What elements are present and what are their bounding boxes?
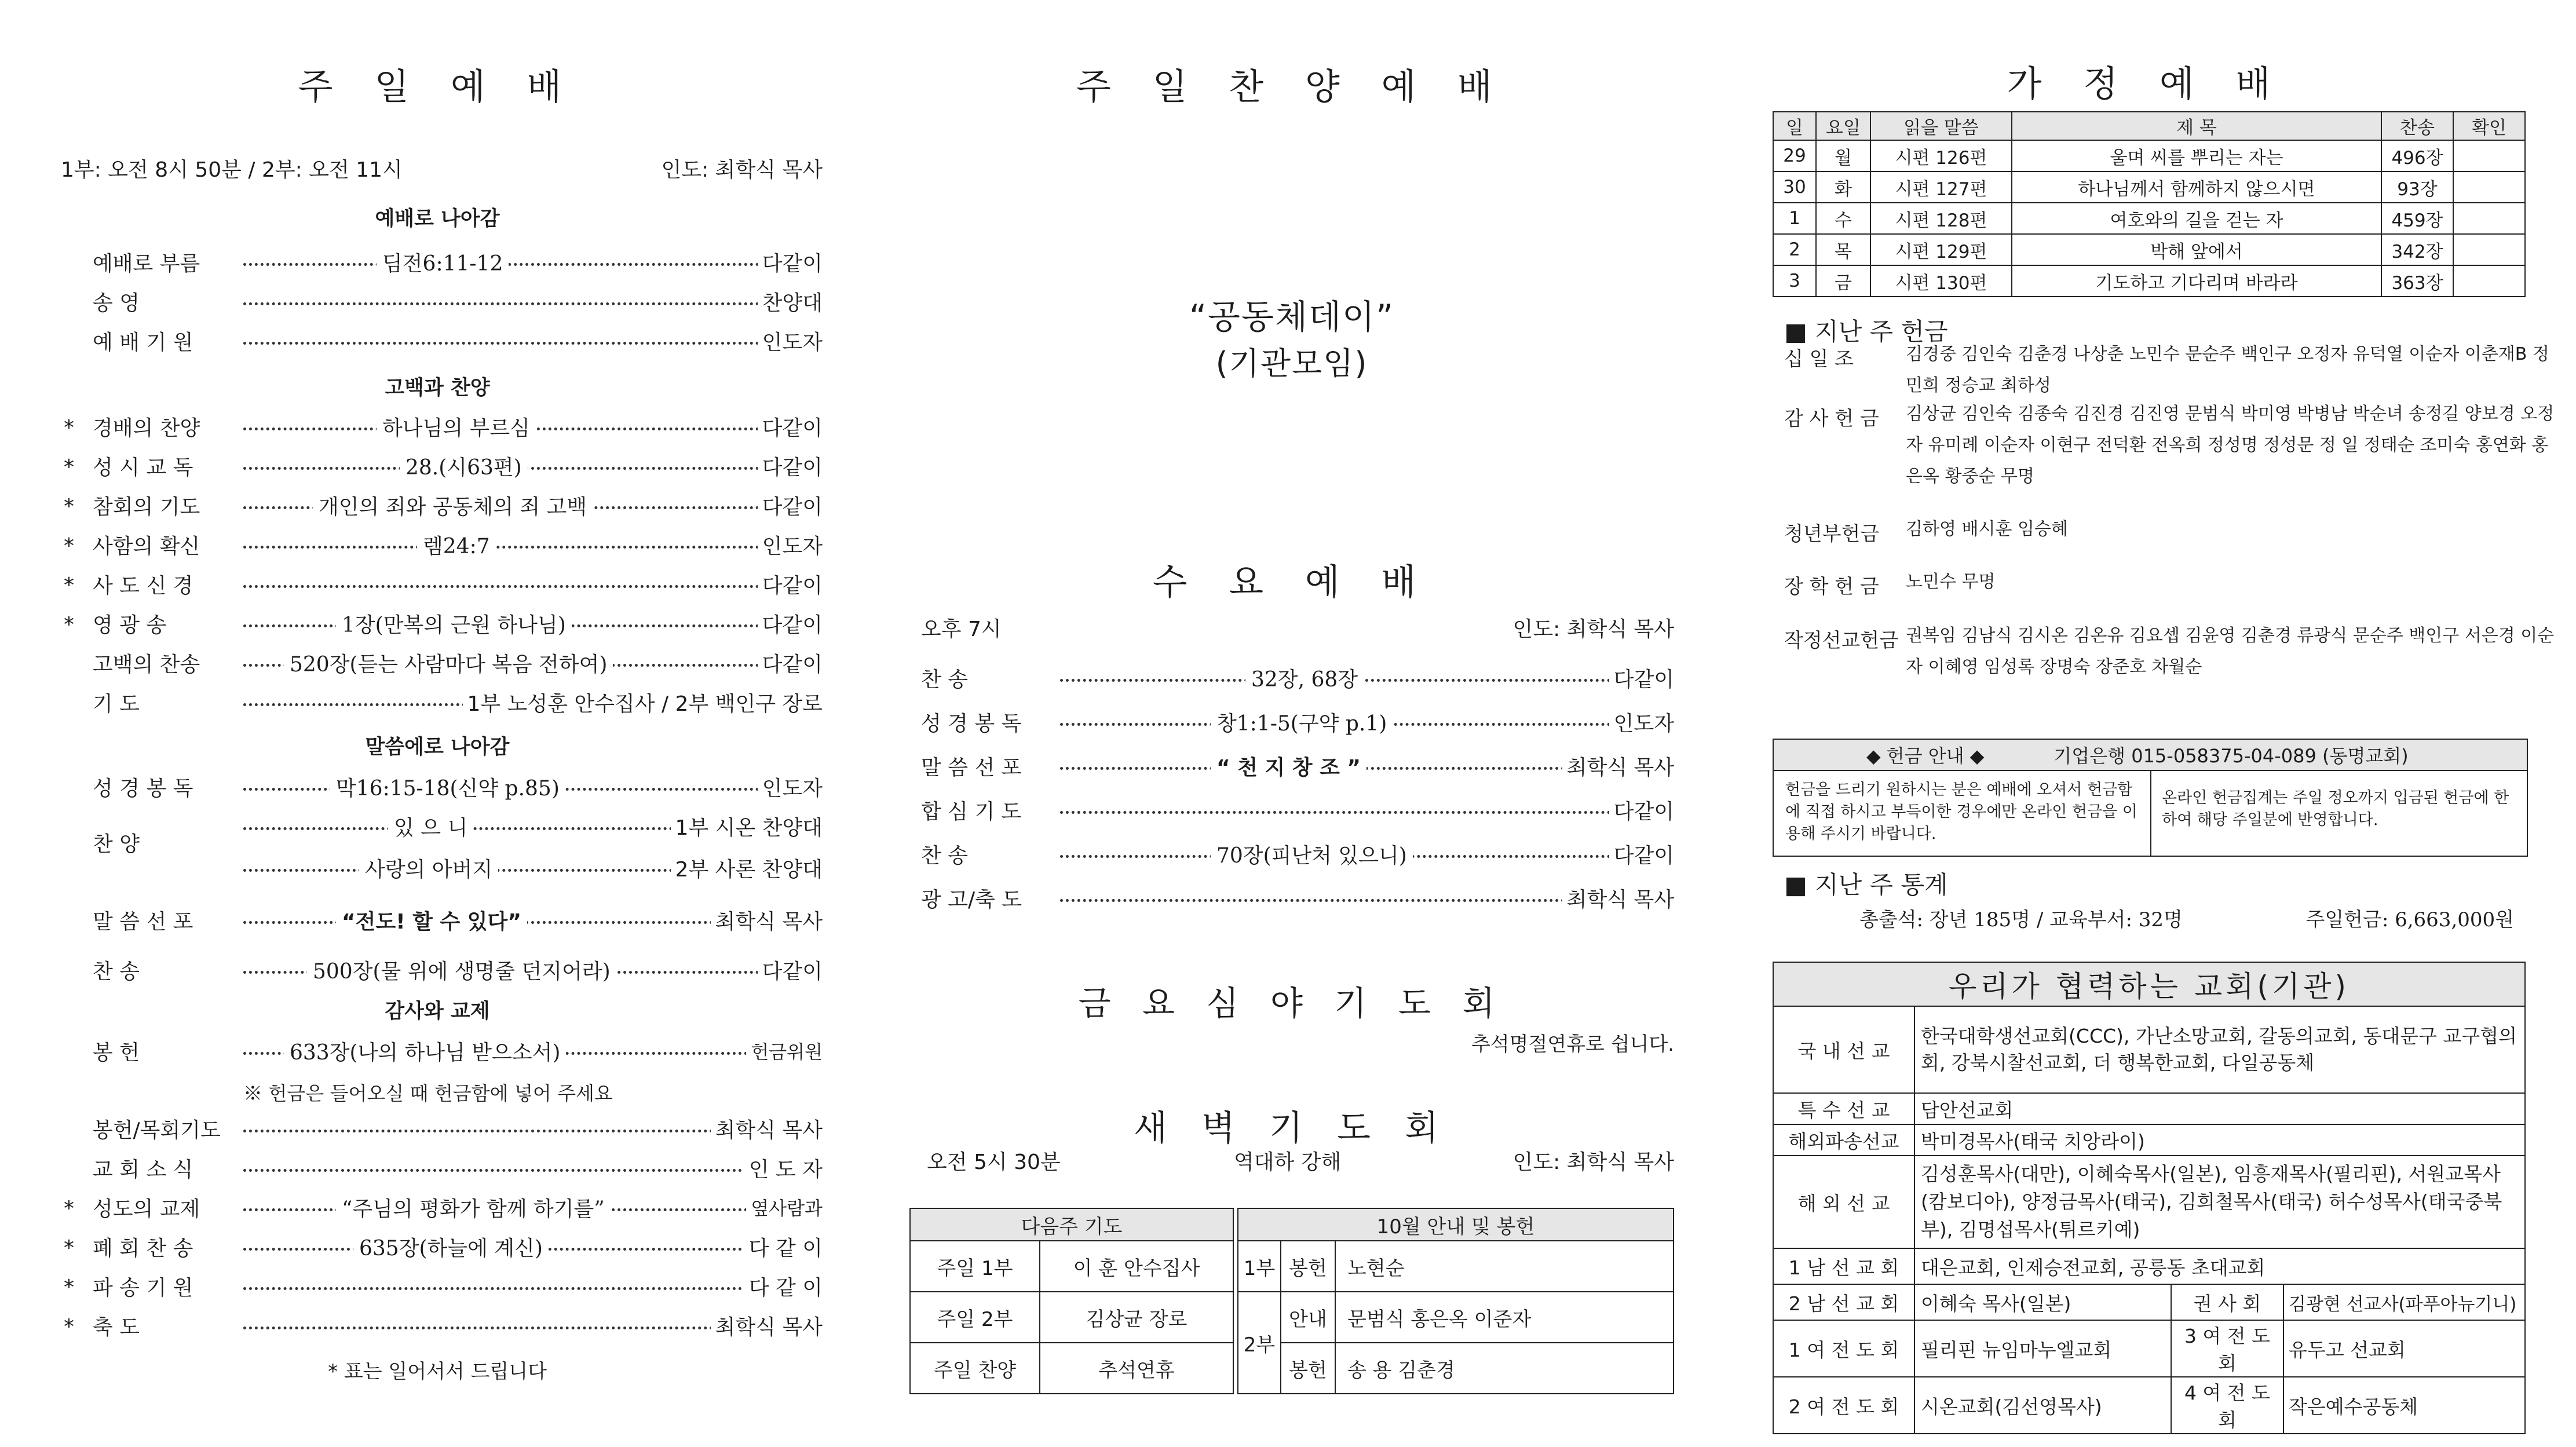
offering-label: 작정선교헌금: [1784, 629, 1899, 652]
cell: 3: [1773, 265, 1816, 297]
cell: 여호와의 길을 걷는 자: [2012, 203, 2381, 234]
offering-guide-title: ◆ 헌금 안내 ◆: [1866, 745, 1985, 767]
order-performer: 1부 노성훈 안수집사 / 2부 백인구 장로: [463, 688, 823, 717]
event-title: “공동체데이”: [1189, 297, 1395, 337]
offering-label: 감 사 헌 금: [1784, 407, 1879, 430]
order-performer: 헌금위원: [746, 1037, 823, 1064]
cell: 459장: [2381, 203, 2453, 234]
section-thanks: 감사와 교제: [385, 1000, 490, 1023]
service-part: 1부: [1238, 1241, 1281, 1292]
offering-names: 김하영 배시훈 임승혜: [1906, 519, 2068, 539]
partner-label: 국 내 선 교: [1773, 1006, 1914, 1093]
order-label: 영 광 송: [93, 613, 167, 637]
order-content: 개인의 죄와 공동체의 죄 고백: [313, 491, 593, 520]
order-performer: 1부 시온 찬양대: [671, 812, 823, 841]
october-service-table: [1237, 1208, 1674, 1394]
order-item: [52, 686, 823, 718]
order-content: “주님의 평화가 함께 하기를”: [336, 1193, 611, 1222]
order-item: [921, 706, 1674, 738]
table-row: [1773, 203, 2525, 234]
service-role: 봉헌: [1281, 1343, 1335, 1394]
order-label: 사함의 확신: [93, 534, 200, 558]
order-label: 광 고/축 도: [921, 887, 1022, 912]
october-service-header: 10월 안내 및 봉헌: [1238, 1208, 1674, 1241]
order-performer: 인도자: [758, 772, 823, 802]
order-performer: 다같이: [758, 648, 823, 678]
order-performer: 인도자: [758, 530, 823, 560]
dawn-prayer-title: 새 벽 기 도 회: [1133, 1108, 1450, 1149]
order-label: 말 씀 선 포: [93, 909, 193, 934]
offering-guide-header: [1774, 740, 2527, 771]
service-names: 문범식 홍은옥 이준자: [1335, 1292, 1674, 1343]
online-offering-note: 온라인 헌금집계는 주일 정오까지 입금된 헌금에 한하여 해당 주일분에 반영합니다.: [2162, 789, 2509, 829]
cell: 363장: [2381, 265, 2453, 297]
family-worship-title: 가 정 예 배: [2007, 63, 2286, 105]
worship-leader: 인도: 최학식 목사: [661, 158, 823, 182]
order-label: 성 경 봉 독: [93, 776, 193, 801]
order-item: [52, 246, 823, 278]
order-label: 축 도: [93, 1315, 140, 1339]
cell: 30: [1773, 171, 1816, 203]
order-item: [921, 750, 1674, 782]
col-header: 요일: [1816, 112, 1870, 140]
order-item: [52, 1230, 823, 1263]
order-item: [52, 1112, 823, 1145]
col-header: 확인: [2453, 112, 2525, 140]
order-performer: 최학식 목사: [711, 905, 823, 935]
attendance-stats: 총출석: 장년 185명 / 교육부서: 32명: [1859, 908, 2183, 931]
partner-value: 김성훈목사(대만), 이혜숙목사(일본), 임흥재목사(필리핀), 서원교목사(캄보디아), 양정금목사(태국), 김희철목사(태국) 허수성목사(태국중북부), 김명섭목사(튀르키예): [1914, 1156, 2525, 1248]
prayer-label: 주일 찬양: [910, 1343, 1040, 1394]
order-content: 딤전6:11-12: [377, 247, 509, 277]
wednesday-time: 오후 7시: [921, 617, 1002, 641]
order-label: 사 도 신 경: [93, 573, 193, 598]
partner-label: 2 여 전 도 회: [1773, 1377, 1914, 1434]
order-content: 1장(만복의 근원 하나님): [336, 609, 572, 638]
partner-label: 1 남 선 교 회: [1773, 1248, 1914, 1284]
sunday-offering-total: 주일헌금: 6,663,000원: [2305, 908, 2514, 931]
service-role: 봉헌: [1281, 1241, 1335, 1292]
cell: 기도하고 기다리며 바라라: [2012, 265, 2381, 297]
order-performer: 다같이: [758, 451, 823, 481]
cell: 울며 씨를 뿌리는 자는: [2012, 140, 2381, 171]
col-header: 찬송: [2381, 112, 2453, 140]
order-item: [52, 1309, 823, 1342]
friday-note: 추석명절연휴로 쉽니다.: [1471, 1033, 1674, 1056]
partner-value: 시온교회(김선영목사): [1914, 1377, 2171, 1434]
check-cell[interactable]: [2453, 265, 2525, 297]
cell: 하나님께서 함께하지 않으시면: [2012, 171, 2381, 203]
order-label: 말 씀 선 포: [921, 755, 1022, 780]
order-label: 예 배 기 원: [93, 330, 193, 355]
offering-names: 김상균 김인숙 김종숙 김진경 김진영 문범식 박미영 박병남 박순녀 송정길 양보경 오정자 유미례 이순자 이현구 전덕환 전옥희 정성명 정성문 정 일 정태순 조미숙 홍연화 홍은옥 황중순 무명: [1906, 404, 2555, 487]
cell: 월: [1816, 140, 1870, 171]
section-approach: 예배로 나아감: [375, 207, 500, 231]
standing-marker: *: [64, 455, 74, 479]
standing-marker: *: [64, 534, 74, 558]
standing-marker: *: [64, 1197, 74, 1221]
order-content: 막16:15-18(신약 p.85): [330, 772, 565, 802]
wednesday-leader: 인도: 최학식 목사: [1512, 617, 1674, 641]
order-item: [52, 1035, 823, 1067]
order-item: [52, 1270, 823, 1302]
worship-schedule: 1부: 오전 8시 50분 / 2부: 오전 11시: [61, 158, 403, 182]
order-label: 찬 송: [93, 959, 140, 984]
order-item: [921, 838, 1674, 870]
order-item: [52, 568, 823, 600]
sermon-title: “전도! 할 수 있다”: [336, 905, 527, 935]
partner-label: 2 남 선 교 회: [1773, 1284, 1914, 1320]
service-role: 안내: [1281, 1292, 1335, 1343]
family-worship-table: [1773, 111, 2526, 297]
order-label: 예배로 부름: [93, 251, 200, 276]
wednesday-title: 수 요 예 배: [1152, 561, 1431, 603]
order-label: 합 심 기 도: [921, 799, 1022, 824]
table-row: [1773, 140, 2525, 171]
partner-label: 1 여 전 도 회: [1773, 1320, 1914, 1377]
partner-churches-table: [1773, 962, 2526, 1434]
standing-marker: *: [64, 416, 74, 440]
cell: 시편 129편: [1870, 234, 2012, 265]
order-item: [52, 852, 823, 884]
order-label: 성도의 교제: [93, 1197, 200, 1221]
partner-value: 작은예수공동체: [2283, 1377, 2525, 1434]
order-label: 경배의 찬양: [93, 416, 200, 440]
col-header: 제 목: [2012, 112, 2381, 140]
prayer-name: 김상균 장로: [1040, 1292, 1233, 1343]
offering-guide-note: 헌금을 드리기 원하시는 분은 예배에 오셔서 헌금함에 직접 하시고 부득이한 경우에만 온라인 헌금을 이용해 주시기 바랍니다.: [1785, 781, 2137, 843]
standing-marker: *: [64, 1276, 74, 1299]
check-cell[interactable]: [2453, 234, 2525, 265]
section-word: 말씀에로 나아감: [365, 736, 510, 759]
prayer-label: 주일 1부: [910, 1241, 1040, 1292]
table-row: [1773, 234, 2525, 265]
partner-value: 유두고 선교회: [2283, 1320, 2525, 1377]
order-performer: 최학식 목사: [1562, 883, 1674, 913]
order-performer: 다같이: [758, 412, 823, 441]
order-item: [52, 831, 823, 854]
partner-label: 해 외 선 교: [1773, 1156, 1914, 1248]
order-item: [921, 662, 1674, 694]
prayer-name: 이 훈 안수집사: [1040, 1241, 1233, 1292]
order-performer: 2부 사론 찬양대: [671, 853, 823, 883]
check-cell[interactable]: [2453, 171, 2525, 203]
partner-value: 대은교회, 인제승전교회, 공릉동 초대교회: [1914, 1248, 2525, 1284]
cell: 목: [1816, 234, 1870, 265]
order-label: 찬 양: [93, 832, 140, 856]
service-names: 노현순: [1335, 1241, 1674, 1292]
right-column: [1767, 0, 2555, 1447]
cell: 시편 126편: [1870, 140, 2012, 171]
order-content: 사랑의 아버지: [359, 853, 498, 883]
prayer-name: 추석연휴: [1040, 1343, 1233, 1394]
partner-label: 3 여 전 도 회: [2171, 1320, 2283, 1377]
friday-prayer-title: 금 요 심 야 기 도 회: [1078, 984, 1506, 1023]
order-content: 70장(피난처 있으니): [1211, 839, 1413, 869]
partner-value: 박미경목사(태국 치앙라이): [1914, 1124, 2525, 1156]
order-content: 렘24:7: [417, 530, 496, 560]
order-content: 635장(하늘에 계신): [353, 1232, 549, 1262]
offering-names: 권복임 김남식 김시온 김온유 김요셉 김윤영 김춘경 류광식 문순주 백인구 서은경 이순자 이혜영 임성록 장명숙 장준호 차월순: [1906, 626, 2555, 677]
order-performer: 찬양대: [758, 287, 823, 316]
dawn-leader: 인도: 최학식 목사: [1512, 1150, 1674, 1174]
order-label: 찬 송: [921, 843, 968, 868]
cell: 박해 앞에서: [2012, 234, 2381, 265]
check-cell[interactable]: [2453, 203, 2525, 234]
order-performer: 인도자: [1609, 707, 1674, 737]
table-row: [1773, 171, 2525, 203]
order-content: 있 으 니: [388, 812, 473, 841]
stats-heading: ■ 지난 주 통계: [1784, 871, 1948, 899]
order-performer: 다 같 이: [744, 1232, 823, 1262]
partner-label: 권 사 회: [2171, 1284, 2283, 1320]
offering-note: ※ 헌금은 들어오실 때 헌금함에 넣어 주세요: [243, 1082, 613, 1105]
offering-heading: ■ 지난 주 헌금: [1784, 317, 1948, 346]
order-performer: 옆사람과: [746, 1194, 823, 1221]
standing-marker: *: [64, 495, 74, 518]
order-label: 성 경 봉 독: [921, 711, 1022, 736]
partner-value: 담안선교회: [1914, 1093, 2525, 1124]
order-item: [52, 953, 823, 986]
middle-column: [909, 0, 1674, 1447]
order-item: [52, 1152, 823, 1184]
col-header: 읽을 말씀: [1870, 112, 2012, 140]
order-item: [52, 646, 823, 679]
order-performer: 다같이: [1609, 839, 1674, 869]
order-content: 500장(물 위에 생명줄 던지어라): [307, 955, 616, 985]
order-item: [921, 882, 1674, 914]
cell: 시편 127편: [1870, 171, 2012, 203]
order-label: 참회의 기도: [93, 495, 200, 519]
dawn-time: 오전 5시 30분: [927, 1150, 1061, 1174]
order-label: 고백의 찬송: [93, 652, 200, 677]
partner-value: 한국대학생선교회(CCC), 가난소망교회, 갈동의교회, 동대문구 교구협의회, 강북시찰선교회, 더 행복한교회, 다일공동체: [1914, 1006, 2525, 1093]
service-part: 2부: [1238, 1292, 1281, 1394]
order-label: 폐 회 찬 송: [93, 1236, 193, 1260]
offering-label: 청년부헌금: [1784, 522, 1880, 546]
sermon-title: “ 천 지 창 조 ”: [1211, 751, 1366, 781]
partner-value: 필리핀 뉴임마누엘교회: [1914, 1320, 2171, 1377]
order-content: 창1:1-5(구약 p.1): [1211, 707, 1393, 737]
cell: 시편 130편: [1870, 265, 2012, 297]
order-label: 기 도: [93, 692, 140, 716]
cell: 29: [1773, 140, 1816, 171]
next-week-prayer-header: 다음주 기도: [910, 1208, 1233, 1241]
check-cell[interactable]: [2453, 140, 2525, 171]
event-subtitle: (기관모임): [1215, 345, 1368, 382]
order-performer: 최학식 목사: [711, 1114, 823, 1143]
order-item: [921, 794, 1674, 826]
sunday-worship-title: 주 일 예 배: [298, 65, 577, 108]
sunday-praise-title: 주 일 찬 양 예 배: [1076, 65, 1507, 108]
order-content: 28.(시63편): [400, 451, 528, 481]
order-performer: 다같이: [758, 569, 823, 599]
cell: 342장: [2381, 234, 2453, 265]
partner-value: 이혜숙 목사(일본): [1914, 1284, 2171, 1320]
cell: 1: [1773, 203, 1816, 234]
partner-value: 김광현 선교사(파푸아뉴기니): [2283, 1284, 2525, 1320]
order-item: [52, 770, 823, 803]
order-performer: 다같이: [1609, 663, 1674, 693]
order-item: [52, 410, 823, 443]
cell: 2: [1773, 234, 1816, 265]
cell: 화: [1816, 171, 1870, 203]
col-header: 일: [1773, 112, 1816, 140]
offering-names: 노민수 무명: [1906, 572, 1996, 592]
order-label: 봉헌/목회기도: [93, 1118, 221, 1142]
order-item: [52, 528, 823, 561]
order-item: [52, 1191, 823, 1223]
order-performer: 최학식 목사: [1562, 751, 1674, 781]
partner-label: 해외파송선교: [1773, 1124, 1914, 1156]
order-label: 교 회 소 식: [93, 1157, 193, 1182]
order-performer: 다같이: [758, 491, 823, 520]
partner-label: 4 여 전 도 회: [2171, 1377, 2283, 1434]
offering-guide-box: [1773, 739, 2528, 857]
order-item: [52, 904, 823, 936]
order-content: 32장, 68장: [1245, 663, 1364, 693]
order-item: [52, 489, 823, 521]
prayer-label: 주일 2부: [910, 1292, 1040, 1343]
order-performer: 다같이: [758, 609, 823, 638]
order-label: 봉 헌: [93, 1040, 140, 1065]
cell: 시편 128편: [1870, 203, 2012, 234]
offering-label: 장 학 헌 금: [1784, 575, 1879, 598]
cell: 496장: [2381, 140, 2453, 171]
next-week-prayer-table: [909, 1208, 1234, 1394]
standing-marker: *: [64, 1236, 74, 1260]
order-label: 찬 송: [921, 667, 968, 692]
order-content: 하나님의 부르심: [377, 412, 536, 441]
service-names: 송 용 김춘경: [1335, 1343, 1674, 1394]
cell: 93장: [2381, 171, 2453, 203]
order-item: [52, 450, 823, 482]
cell: 수: [1816, 203, 1870, 234]
order-performer: 다같이: [1609, 795, 1674, 825]
section-confession: 고백과 찬양: [385, 377, 490, 400]
standing-marker: *: [64, 613, 74, 637]
order-content: 520장(듣는 사람마다 복음 전하여): [284, 648, 613, 678]
order-item: [52, 285, 823, 317]
order-label: 성 시 교 독: [93, 455, 193, 480]
sunday-worship-column: [52, 0, 823, 1447]
standing-marker: *: [64, 1315, 74, 1339]
order-performer: 다같이: [758, 955, 823, 985]
offering-label: 십 일 조: [1784, 348, 1854, 371]
dawn-text: 역대하 강해: [1234, 1150, 1342, 1174]
order-label: 파 송 기 원: [93, 1276, 193, 1300]
order-performer: 다같이: [758, 247, 823, 277]
order-performer: 다 같 이: [744, 1271, 823, 1301]
cell: 금: [1816, 265, 1870, 297]
order-performer: 인 도 자: [744, 1153, 823, 1183]
order-performer: 인도자: [758, 326, 823, 356]
order-performer: 최학식 목사: [711, 1311, 823, 1340]
offering-names: 김경중 김인숙 김춘경 나상춘 노민수 문순주 백인구 오정자 유덕열 이순자 이춘재B 정민희 정승교 최하성: [1906, 344, 2549, 396]
standing-note: * 표는 일어서서 드립니다: [328, 1360, 547, 1383]
order-item: [52, 324, 823, 357]
partner-label: 특 수 선 교: [1773, 1093, 1914, 1124]
order-label: 송 영: [93, 291, 140, 315]
partner-churches-title: 우리가 협력하는 교회(기관): [1773, 962, 2525, 1006]
table-row: [1773, 265, 2525, 297]
order-content: 633장(나의 하나님 받으소서): [284, 1036, 566, 1066]
standing-marker: *: [64, 573, 74, 597]
order-item: [52, 607, 823, 640]
bank-account: 기업은행 015-058375-04-089 (동명교회): [2054, 745, 2409, 767]
